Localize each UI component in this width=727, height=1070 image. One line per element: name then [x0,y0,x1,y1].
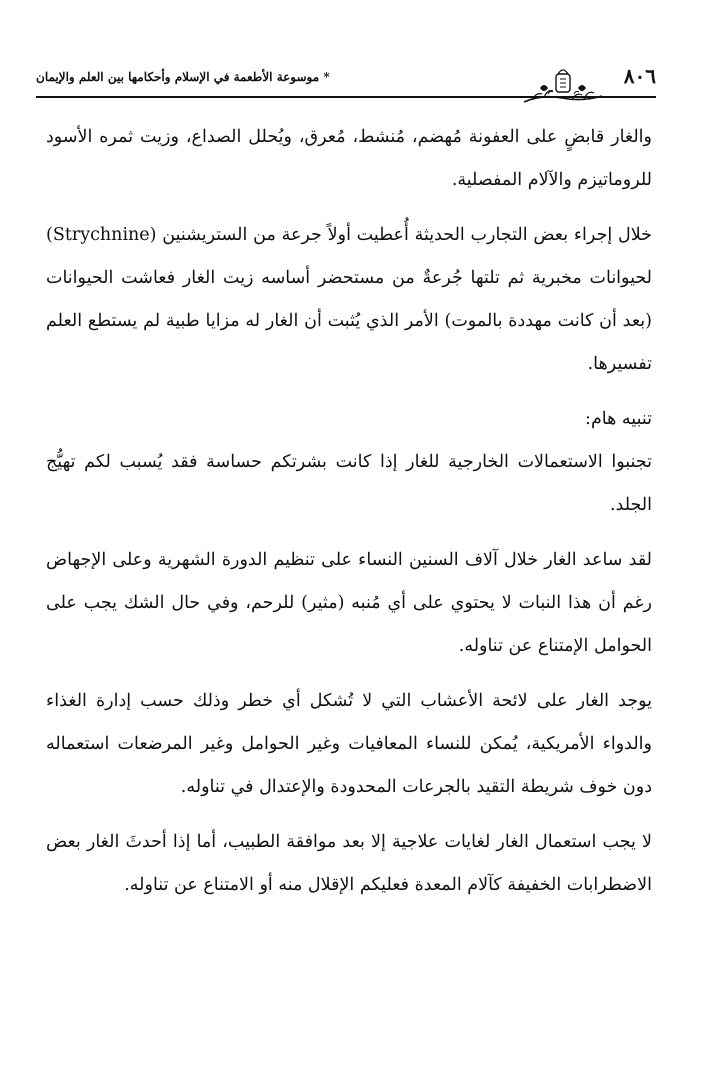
paragraph-fda: يوجد الغار على لائحة الأعشاب التي لا تُشكل أي خطر وذلك حسب إدارة الغذاء والدواء الأمريكية، يُمكن للنساء المعافيات وغير الحوامل وغير المرضعات استعماله دون خوف شريطة التقيد بالجرعات المحدودة والإعتدال في تناوله. [46,691,652,797]
running-header [36,60,656,100]
notice-title: تنبيه هام: [585,409,652,429]
paragraph-laurel-properties: والغار قابضٍ على العفونة مُهضم، مُنشط، مُعرق، ويُحلل الصداع، وزيت ثمره الأسود للروماتيزم والآلام المفصلية. [46,127,652,190]
header-title: * موسوعة الأطعمة في الإسلام وأحكامها بين العلم والإيمان [36,70,330,84]
page-number: ٨٠٦ [623,64,656,88]
paragraph-skin-warning: تجنبوا الاستعمالات الخارجية للغار إذا كانت بشرتكم حساسة فقد يُسبب لكم تهيُّج الجلد. [46,452,652,515]
paragraph-women-use: لقد ساعد الغار خلال آلاف السنين النساء على تنظيم الدورة الشهرية وعلى الإجهاض رغم أن هذا النبات لا يحتوي على أي مُنبه (مثير) للرحم، وفي حال الشك يجب على الحوامل الإمتناع عن تناوله. [46,550,652,656]
paragraph-experiment: خلال إجراء بعض التجارب الحديثة أُعطيت أولاً جرعة من الستريشنين (Strychnine) لحيوانات مخبرية ثم تلتها جُرعةٌ من مستحضر أساسه زيت الغار فعاشت الحيوانات (بعد أن كانت مهددة بالموت) الأمر الذي يُثبت أن الغار له مزايا طبية لم يستطع العلم تفسيرها. [46,225,652,374]
floral-ornament-icon [522,64,604,106]
paragraph-doctor-advice: لا يجب استعمال الغار لغايات علاجية إلا بعد موافقة الطبيب، أما إذا أحدثَ الغار بعض الاضطرابات الخفيفة كآلام المعدة فعليكم الإقلال منه أو الامتناع عن تناوله. [46,832,652,895]
header-rule [36,96,656,98]
body-text [46,116,652,907]
